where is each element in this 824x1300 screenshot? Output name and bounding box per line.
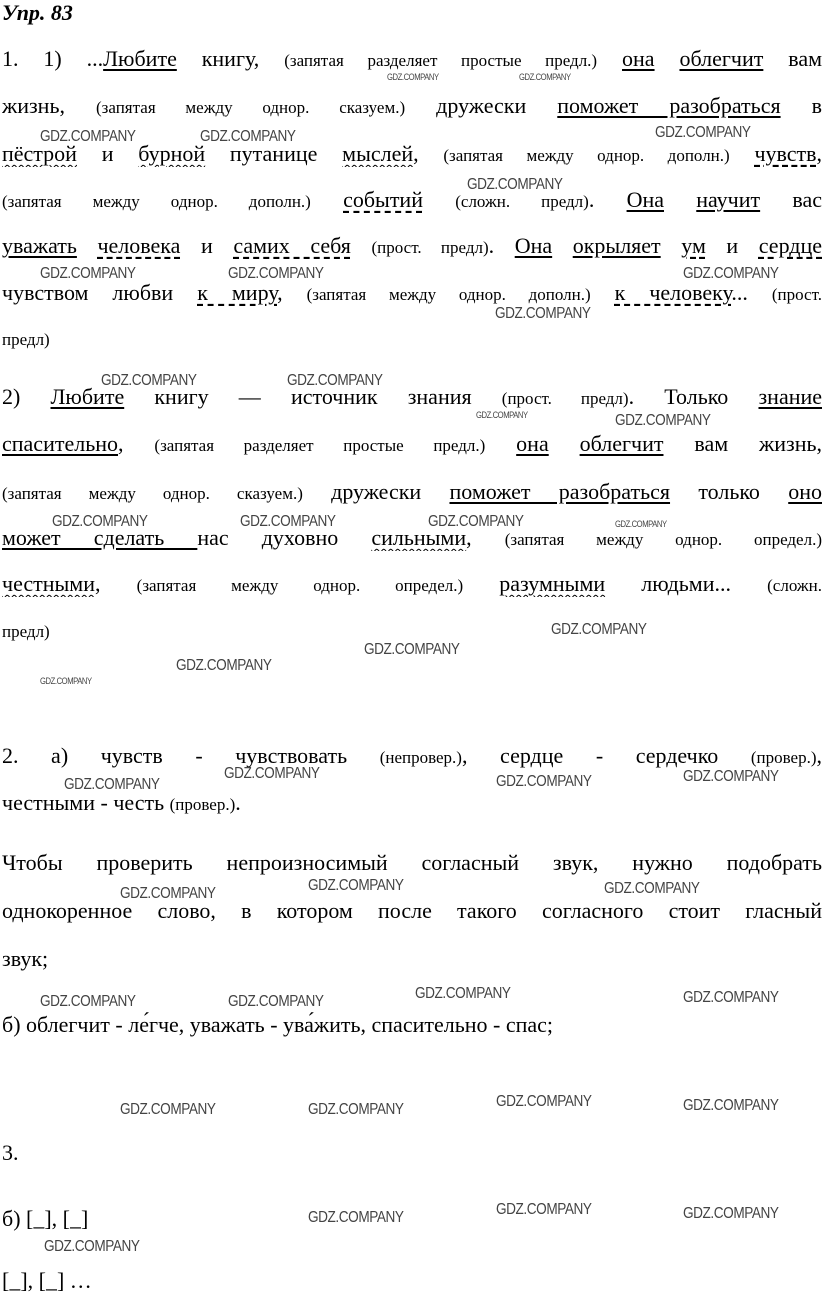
text-segment: , <box>466 525 505 550</box>
text-segment: 1. 1) ... <box>2 46 104 71</box>
text-segment: она <box>516 431 549 456</box>
text-segment: вас <box>760 187 822 212</box>
text-segment: Любите <box>50 384 125 409</box>
watermark-text: GDZ.COMPANY <box>40 993 136 1010</box>
text-segment: может сделать <box>2 525 198 550</box>
text-segment: чувств <box>754 141 817 166</box>
annotation-text: (запятая между однор. дополн.) <box>2 192 311 211</box>
annotation-text: (сложн. <box>767 576 822 595</box>
text-segment: вам <box>763 46 822 71</box>
text-segment: к человеку <box>614 280 732 305</box>
annotation-text: (запятая между однор. определ.) <box>136 576 464 595</box>
text-segment <box>485 431 516 456</box>
text-segment: путанице <box>205 141 343 166</box>
exercise-title: Упр. 83 <box>2 0 73 25</box>
text-segment: нас духовно <box>197 525 372 550</box>
annotation-text: (запятая между однор. дополн.) <box>306 285 591 304</box>
watermark-text: GDZ.COMPANY <box>683 1205 779 1222</box>
text-segment: , <box>816 743 822 768</box>
text-segment: пёстрой <box>2 141 77 166</box>
text-segment: книгу — источник знания <box>124 384 502 409</box>
text-line <box>2 617 822 643</box>
text-segment: , <box>118 431 155 456</box>
text-segment: книгу, <box>176 46 285 71</box>
annotation-text: предл) <box>2 330 50 349</box>
watermark-text: GDZ.COMPANY <box>496 773 592 790</box>
annotation-text: (прост. предл) <box>371 238 489 257</box>
watermark-text: GDZ.COMPANY <box>655 124 751 141</box>
watermark-text: GDZ.COMPANY <box>287 372 383 389</box>
watermark-text: GDZ.COMPANY <box>240 513 336 530</box>
watermark-text: GDZ.COMPANY <box>387 72 439 82</box>
watermark-text: GDZ.COMPANY <box>604 880 700 897</box>
annotation-text: (запятая между однор. определ.) <box>504 530 822 549</box>
text-line <box>2 431 822 457</box>
watermark-text: GDZ.COMPANY <box>415 985 511 1002</box>
text-segment: , <box>95 571 137 596</box>
text-segment: бурной <box>138 141 206 166</box>
text-segment: облегчит <box>679 46 764 71</box>
text-segment: дружески <box>302 479 450 504</box>
text-segment: окрыляет <box>572 233 661 258</box>
part3-b-line: б) [ ̲ ], [ ̲ ] <box>2 1206 89 1231</box>
text-segment <box>311 187 343 212</box>
text-segment <box>591 280 615 305</box>
watermark-text: GDZ.COMPANY <box>683 265 779 282</box>
annotation-text: (запятая между однор. сказуем.) <box>96 98 406 117</box>
text-segment: чувством любви <box>2 280 198 305</box>
watermark-text: GDZ.COMPANY <box>308 1101 404 1118</box>
text-segment: поможет разобраться <box>557 93 781 118</box>
watermark-text: GDZ.COMPANY <box>364 641 460 658</box>
text-segment: только <box>670 479 789 504</box>
text-segment: ум <box>681 233 706 258</box>
annotation-text: предл) <box>2 622 50 641</box>
text-segment: она <box>622 46 655 71</box>
text-segment <box>552 233 573 258</box>
text-line <box>2 325 822 351</box>
watermark-text: GDZ.COMPANY <box>428 513 524 530</box>
text-segment: Она <box>514 233 553 258</box>
text-segment: , <box>277 280 307 305</box>
watermark-text: GDZ.COMPANY <box>44 1238 140 1255</box>
rule-line: звук; <box>2 946 49 971</box>
text-segment <box>423 187 455 212</box>
text-segment <box>463 571 499 596</box>
annotation-text: (запятая разделяет простые предл.) <box>284 51 598 70</box>
watermark-text: GDZ.COMPANY <box>495 305 591 322</box>
part2-b-line: б) облегчит - ле́гче, уважать - ува́жить, спасительно - спас; <box>2 1012 554 1037</box>
text-segment: в <box>780 93 822 118</box>
watermark-text: GDZ.COMPANY <box>615 519 667 529</box>
text-segment: сильными <box>371 525 467 550</box>
text-segment: сердце <box>758 233 822 258</box>
watermark-text: GDZ.COMPANY <box>52 513 148 530</box>
watermark-text: GDZ.COMPANY <box>551 621 647 638</box>
watermark-text: GDZ.COMPANY <box>40 676 92 686</box>
text-line <box>2 233 822 259</box>
text-segment: . <box>235 790 241 815</box>
text-segment: поможет разобраться <box>449 479 671 504</box>
text-segment: . <box>588 187 627 212</box>
text-segment: , <box>816 141 822 166</box>
watermark-text: GDZ.COMPANY <box>101 372 197 389</box>
annotation-text: (провер.) <box>169 795 236 814</box>
text-segment: самих себя <box>233 233 351 258</box>
text-segment: к миру <box>197 280 278 305</box>
watermark-text: GDZ.COMPANY <box>496 1201 592 1218</box>
text-segment: разумными <box>499 571 606 596</box>
text-segment: . Только <box>628 384 759 409</box>
text-segment <box>597 46 622 71</box>
text-segment: мыслей <box>342 141 414 166</box>
text-segment: 2. а) чувств - чувствовать <box>2 743 380 768</box>
watermark-text: GDZ.COMPANY <box>64 776 160 793</box>
annotation-text: (сложн. предл) <box>455 192 589 211</box>
watermark-text: GDZ.COMPANY <box>308 1209 404 1226</box>
text-segment: уважать <box>2 233 77 258</box>
annotation-text: (провер.) <box>750 748 817 767</box>
part3-last-line: [ ̲ ], [ ̲ ] … <box>2 1268 92 1293</box>
text-segment: людьми... <box>605 571 768 596</box>
text-segment <box>351 233 372 258</box>
watermark-text: GDZ.COMPANY <box>120 885 216 902</box>
watermark-text: GDZ.COMPANY <box>308 877 404 894</box>
text-line <box>2 187 822 213</box>
text-segment: и <box>76 141 139 166</box>
text-segment: дружески <box>405 93 558 118</box>
watermark-text: GDZ.COMPANY <box>228 265 324 282</box>
text-segment <box>549 431 580 456</box>
text-segment: Любите <box>103 46 177 71</box>
text-segment: 2) <box>2 384 51 409</box>
watermark-text: GDZ.COMPANY <box>519 72 571 82</box>
text-segment: ... <box>731 280 772 305</box>
watermark-text: GDZ.COMPANY <box>615 412 711 429</box>
watermark-text: GDZ.COMPANY <box>120 1101 216 1118</box>
rule-line: однокоренное слово, в котором после такого согласного стоит гласный <box>2 898 822 923</box>
watermark-text: GDZ.COMPANY <box>683 1097 779 1114</box>
rule-line: Чтобы проверить непроизносимый согласный звук, нужно подобрать <box>2 850 822 875</box>
watermark-text: GDZ.COMPANY <box>228 993 324 1010</box>
annotation-text: (запятая между однор. дополн.) <box>443 146 730 165</box>
text-segment: знание <box>758 384 822 409</box>
watermark-text: GDZ.COMPANY <box>683 768 779 785</box>
text-segment: событий <box>343 187 423 212</box>
text-line <box>2 46 822 72</box>
text-segment: вам жизнь, <box>663 431 822 456</box>
text-line <box>2 571 822 597</box>
text-line <box>2 280 822 306</box>
text-segment: научит <box>696 187 761 212</box>
watermark-text: GDZ.COMPANY <box>224 765 320 782</box>
text-segment: , сердце - сердечко <box>461 743 751 768</box>
text-segment: честными - честь <box>2 790 170 815</box>
text-line <box>2 743 822 769</box>
text-segment <box>77 233 98 258</box>
text-segment: жизнь, <box>2 93 97 118</box>
annotation-text: (прост. предл) <box>501 389 629 408</box>
watermark-text: GDZ.COMPANY <box>176 657 272 674</box>
watermark-text: GDZ.COMPANY <box>40 265 136 282</box>
annotation-text: (запятая между однор. сказуем.) <box>2 484 303 503</box>
watermark-text: GDZ.COMPANY <box>467 176 563 193</box>
text-segment <box>730 141 755 166</box>
text-segment: , <box>413 141 444 166</box>
text-segment <box>661 233 682 258</box>
text-segment: спасительно <box>2 431 119 456</box>
annotation-text: (прост. <box>771 285 822 304</box>
text-segment: и <box>180 233 234 258</box>
part3-number: 3. <box>2 1140 19 1165</box>
watermark-text: GDZ.COMPANY <box>496 1093 592 1110</box>
watermark-text: GDZ.COMPANY <box>200 128 296 145</box>
text-segment: облегчит <box>579 431 664 456</box>
watermark-text: GDZ.COMPANY <box>40 128 136 145</box>
text-segment: и <box>705 233 759 258</box>
text-segment: . <box>488 233 515 258</box>
text-line <box>2 93 822 119</box>
text-segment <box>655 46 680 71</box>
text-segment: честными <box>2 571 96 596</box>
watermark-text: GDZ.COMPANY <box>476 410 528 420</box>
text-line <box>2 479 822 505</box>
text-segment <box>664 187 696 212</box>
annotation-text: (непровер.) <box>379 748 462 767</box>
text-segment: Она <box>626 187 664 212</box>
watermark-text: GDZ.COMPANY <box>683 989 779 1006</box>
annotation-text: (запятая разделяет простые предл.) <box>154 436 486 455</box>
text-segment: человека <box>97 233 181 258</box>
text-segment: оно <box>788 479 822 504</box>
